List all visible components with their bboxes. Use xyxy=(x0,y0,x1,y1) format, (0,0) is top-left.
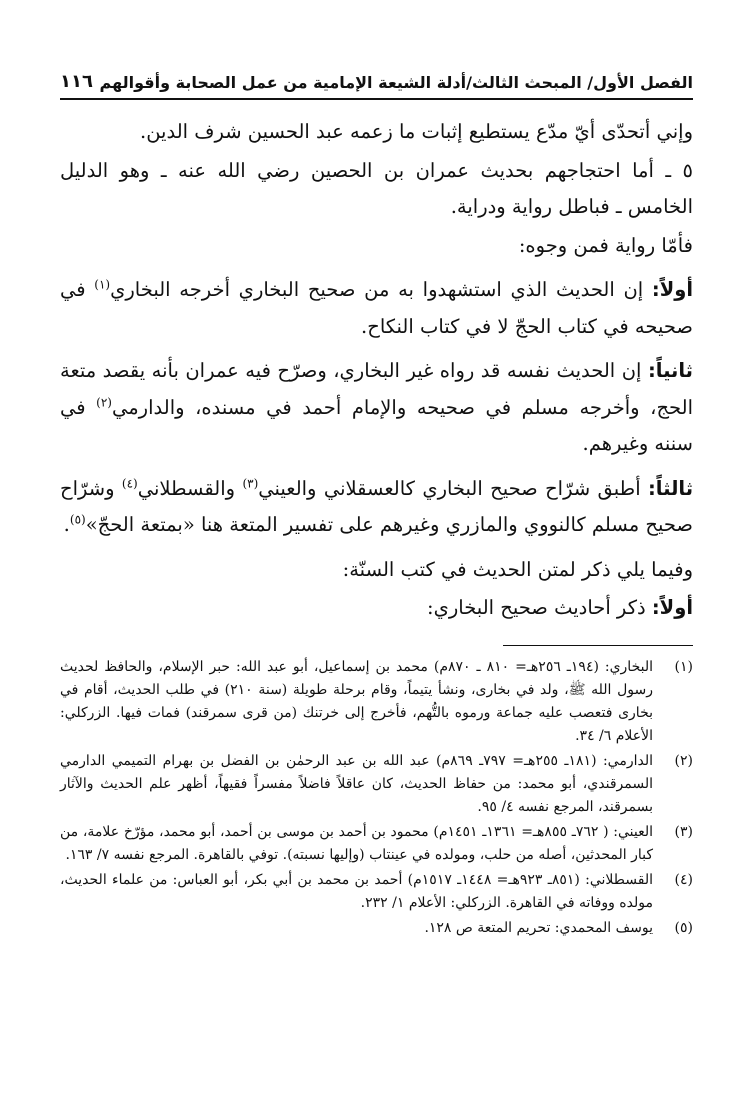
footnote-number: (٥) xyxy=(674,919,693,936)
footnote-5 xyxy=(60,917,693,940)
third-point-text: أطبق شرّاح صحيح البخاري كالعسقلاني والعيني xyxy=(258,476,641,500)
footnote-divider xyxy=(503,645,693,646)
bukhari-section-text: ذكر أحاديث صحيح البخاري: xyxy=(427,596,646,619)
paragraph-3-text: فأمّا رواية فمن وجوه: xyxy=(518,233,693,257)
paragraph-3 xyxy=(60,228,693,265)
paragraph-1-text: وإني أتحدّى أيّ مدّع يستطيع إثبات ما زعمه عبد الحسين شرف الدين. xyxy=(140,120,693,143)
third-point-text-b: والقسطلاني xyxy=(137,476,236,500)
paragraph-7-text: وفيما يلي ذكر لمتن الحديث في كتب السنّة: xyxy=(342,557,693,581)
paragraph-7 xyxy=(60,552,693,589)
footnote-ref-5: (٥) xyxy=(69,512,86,527)
footnote-text: العيني: ( ٧٦٢ـ ٨٥٥هـ= ١٣٦١ـ ١٤٥١م) محمود بن أحمد بن موسى بن أحمد، أبو محمد، مؤرّخ علامة، من كبار المحدثين، أصله من حلب، ومولده في عينتاب (وإليها نسبته). توفي بالقاهرة. المرجع نفسه ٧/ ١٦٣. xyxy=(60,823,654,863)
header-divider xyxy=(60,98,693,100)
footnotes xyxy=(60,656,693,940)
footnote-number: (٢) xyxy=(674,752,693,769)
footnote-text: يوسف المحمدي: تحريم المتعة ص ١٢٨. xyxy=(424,919,653,936)
footnote-number: (٣) xyxy=(674,823,693,840)
third-point-text-c: وشرّاح صحيح مسلم كالنووي والمازري وغيرهم على تفسير المتعة هنا «بمتعة الحجّ» xyxy=(60,476,693,536)
footnote-ref-4: (٤) xyxy=(121,476,138,490)
header-title: الفصل الأول/ المبحث الثالث/أدلة الشيعة الإمامية من عمل الصحابة وأقوالهم xyxy=(99,73,693,92)
footnote-text: الدارمي: (١٨١ـ ٢٥٥هـ= ٧٩٧ـ ٨٦٩م) عبد الله بن عبد الرحمٰن بن الفضل بن بهرام التميمي الدارمي السمرقندي، أبو محمد: من حفاظ الحديث، كان عاقلاً فاضلاً مفسراً فقيهاً، أظهر علم الحديث والآثار بسمرقند، المرجع نفسه ٤/ ٩٥. xyxy=(60,752,653,815)
page-number: ١١٦ xyxy=(60,71,93,92)
main-text xyxy=(60,114,693,627)
second-point-text: إن الحديث نفسه قد رواه غير البخاري، وصرّح فيه عمران بأنه يقصد متعة الحج، وأخرجه مسلم في صحيحه والإمام أحمد في مسنده، والدارمي xyxy=(60,359,693,419)
footnote-text: القسطلاني: (٨٥١ـ ٩٢٣هـ= ١٤٤٨ـ ١٥١٧م) أحمد بن محمد بن أبي بكر، أبو العباس: من علماء الحديث، مولده ووفاته في القاهرة. الزركلي: الأعلام ١/ ٢٣٢. xyxy=(60,871,653,911)
first-point-text: إن الحديث الذي استشهدوا به من صحيح البخاري أخرجه البخاري xyxy=(110,278,644,301)
footnote-number: (١) xyxy=(674,658,693,675)
first-point-text-cont: في صحيحه في كتاب الحجّ لا في كتاب النكاح. xyxy=(60,278,693,338)
paragraph-third-point xyxy=(60,471,693,544)
paragraph-first-point xyxy=(60,272,693,345)
book-page xyxy=(60,62,693,1079)
footnote-ref-1: (١) xyxy=(94,277,111,292)
footnote-1 xyxy=(60,656,693,748)
third-point-lead: ثالثاً: xyxy=(647,476,694,500)
second-point-text-cont: في سننه وغيرهم. xyxy=(60,395,693,455)
third-point-end: . xyxy=(63,513,70,536)
paragraph-8 xyxy=(60,590,693,627)
running-header xyxy=(60,62,693,92)
paragraph-2 xyxy=(60,153,693,226)
first-point-lead: أولاً: xyxy=(651,278,694,301)
footnote-3 xyxy=(60,821,693,867)
footnote-ref-2: (٢) xyxy=(96,395,112,409)
footnote-ref-3: (٣) xyxy=(242,476,259,490)
bukhari-section-lead: أولاً: xyxy=(651,596,693,619)
paragraph-1 xyxy=(60,114,693,151)
footnote-text: البخاري: (١٩٤ـ ٢٥٦هـ= ٨١٠ ـ ٨٧٠م) محمد بن إسماعيل، أبو عبد الله: حبر الإسلام، والحافظ لحديث رسول الله ﷺ، ولد في بخارى، ونشأ يتيماً، وقام برحلة طويلة (سنة ٢١٠) في طلب الحديث، أقام في بخارى فتعصب عليه جماعة ورموه بالتُّهم، فأخرج إلى خرتنك (من قرى سمرقند) فمات فيها. الزركلي: الأعلام ٦/ ٣٤. xyxy=(60,658,653,744)
footnote-2 xyxy=(60,750,693,819)
second-point-lead: ثانياً: xyxy=(647,359,693,382)
footnote-number: (٤) xyxy=(674,871,693,888)
paragraph-second-point xyxy=(60,353,693,463)
footnote-4 xyxy=(60,869,693,915)
paragraph-2-text: ٥ ـ أما احتجاجهم بحديث عمران بن الحصين رضي الله عنه ـ وهو الدليل الخامس ـ فباطل رواية ودراية. xyxy=(60,158,693,218)
